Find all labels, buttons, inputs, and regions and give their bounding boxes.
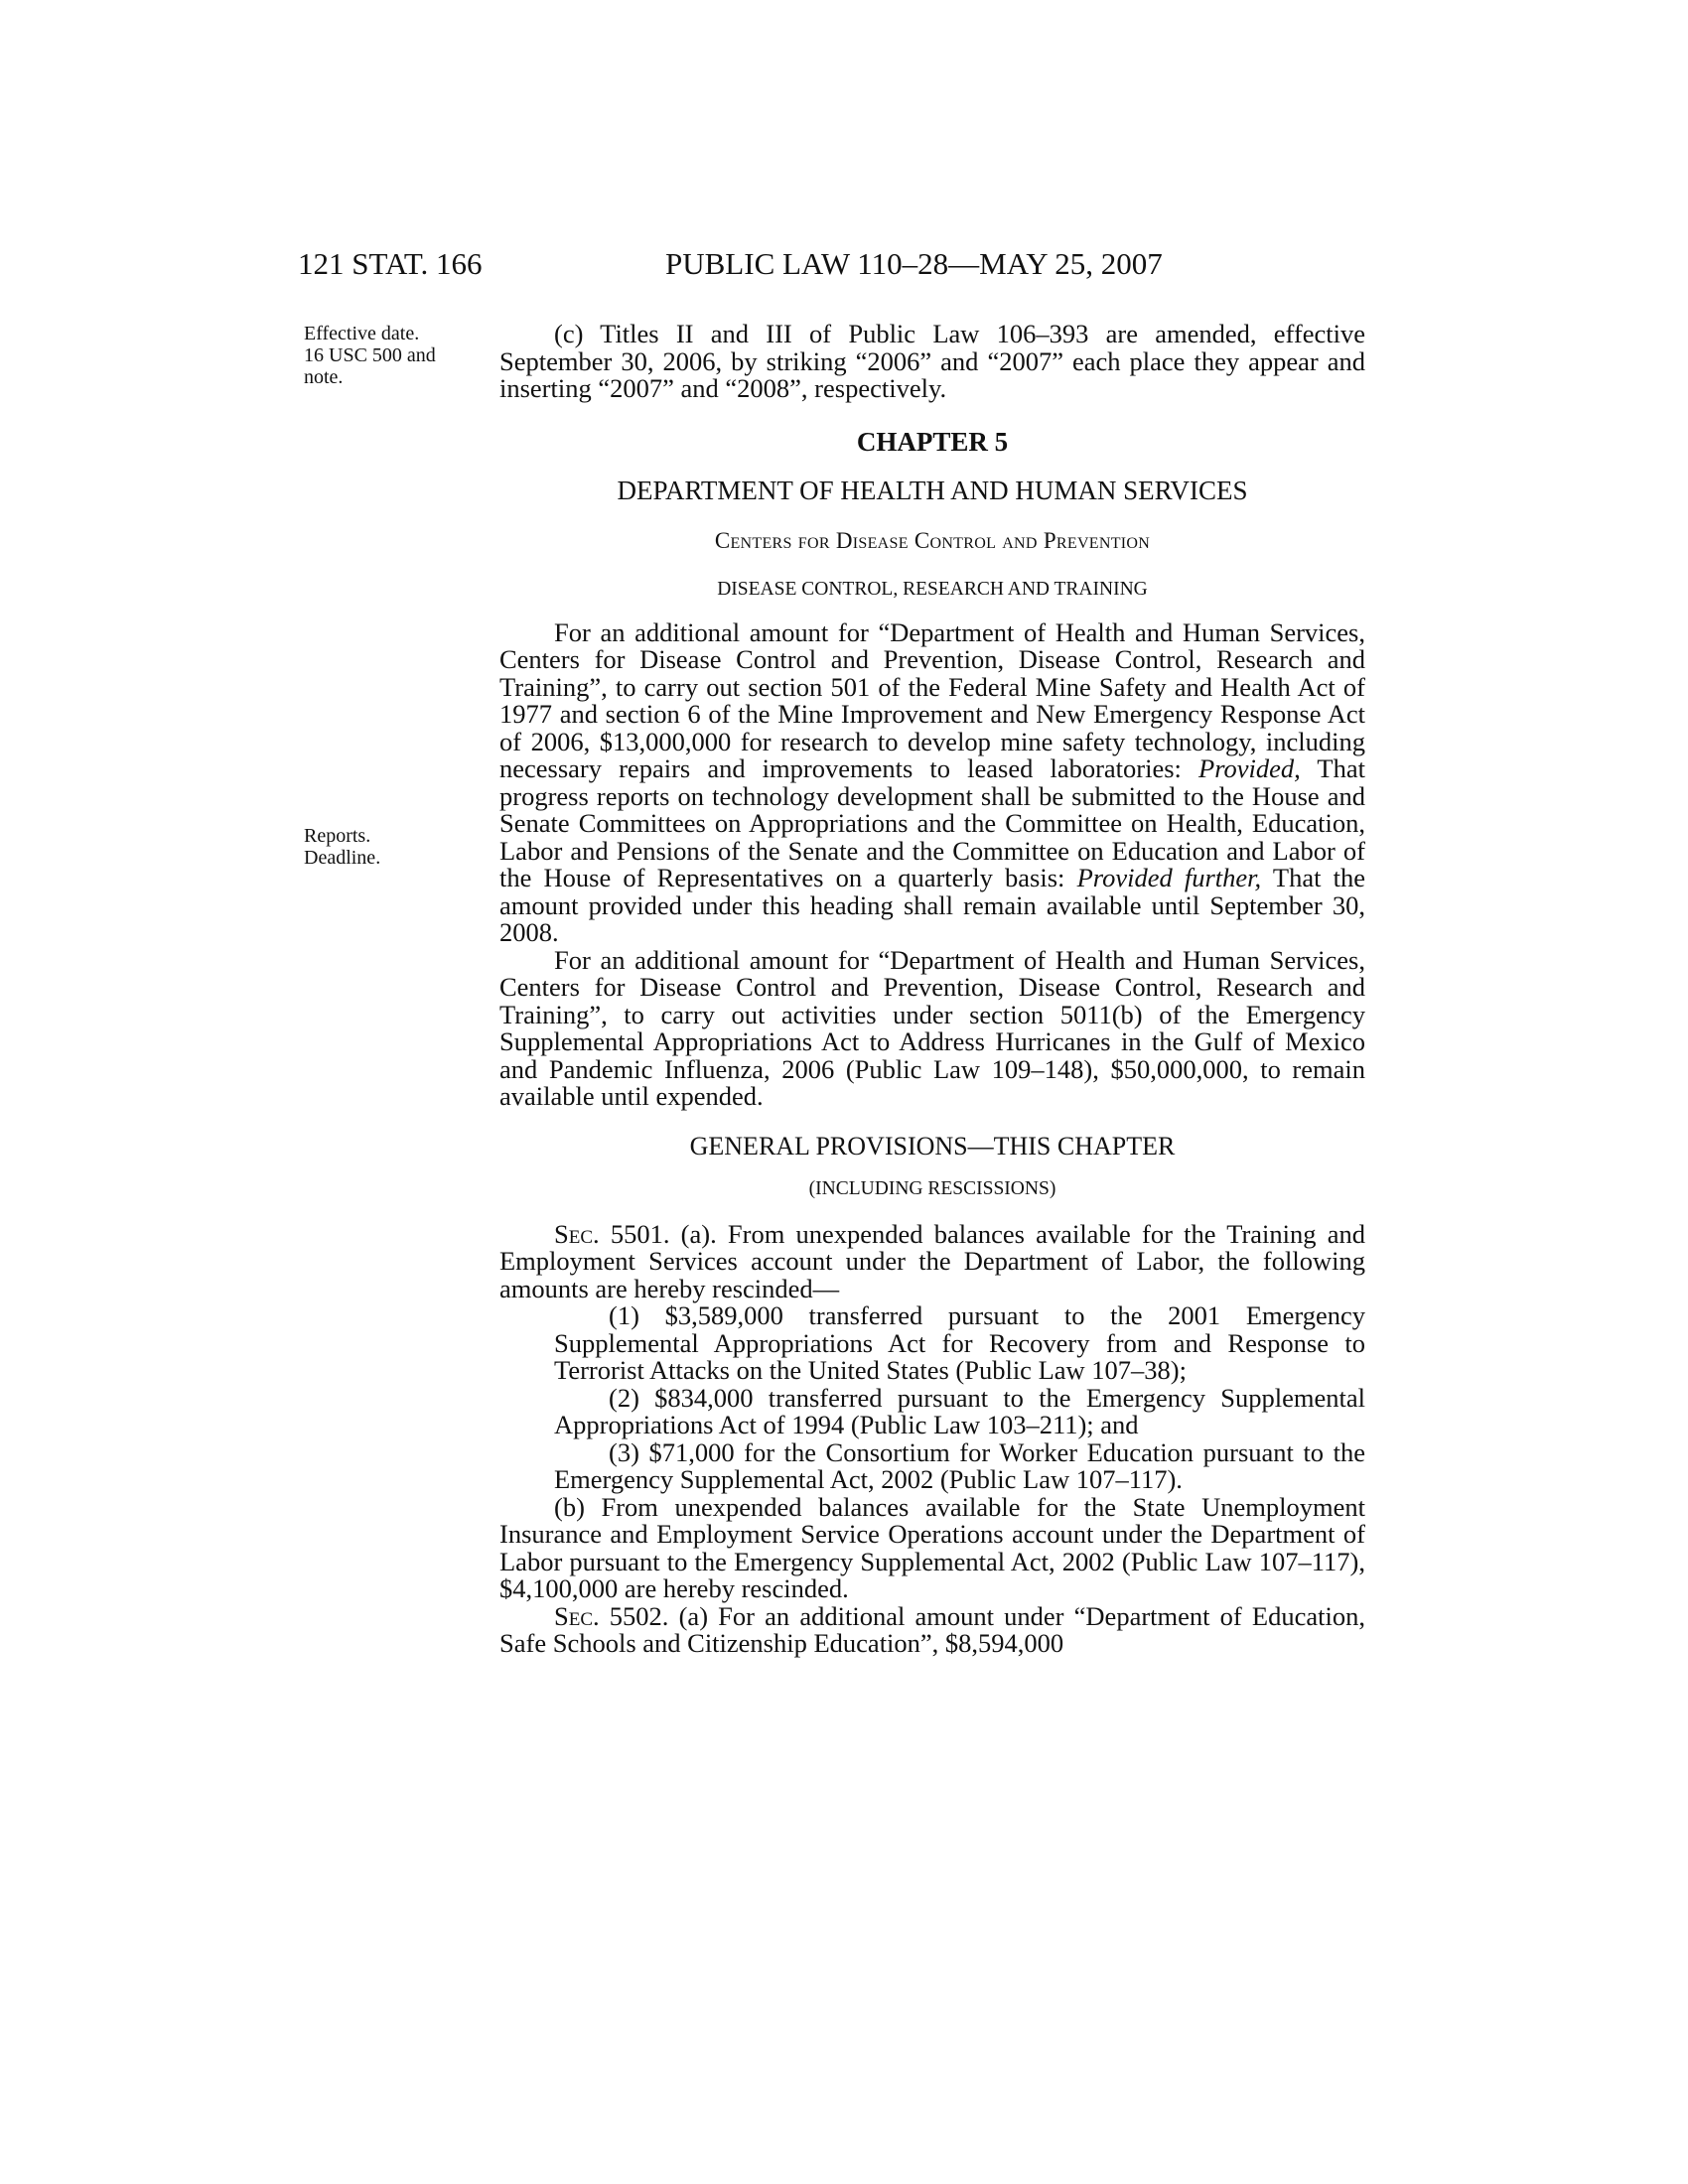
- section-5501: [499, 1218, 1365, 1303]
- margin-note-reports: [304, 825, 473, 869]
- agency-heading: Centers for Disease Control and Prevention: [714, 527, 1151, 553]
- chapter-heading: CHAPTER 5: [856, 426, 1009, 457]
- account-heading: DISEASE CONTROL, RESEARCH AND TRAINING: [717, 579, 1148, 600]
- general-provisions-heading: GENERAL PROVISIONS—THIS CHAPTER: [689, 1131, 1176, 1160]
- provided-proviso: Provided,: [1198, 753, 1301, 783]
- provided-further-proviso: Provided further,: [1076, 863, 1262, 892]
- section-text: (a). From unexpended balances available for the Training and Employment Services account under the Department of Labor, the following amounts are hereby rescinded—: [499, 1218, 1365, 1303]
- including-rescissions-heading: (INCLUDING RESCISSIONS): [808, 1178, 1056, 1199]
- running-header-page-number: 121 STAT. 166: [298, 246, 483, 281]
- paragraph-b: (b) From unexpended balances available for the State Unemployment Insurance and Employment Service Operations account under the Department of Labor pursuant to the Emergency Supplemental Act, 2002 (Public Law 107–117), $4,100,000 are hereby rescinded.: [499, 1491, 1365, 1603]
- section-label: Sec. 5501.: [554, 1218, 670, 1249]
- margin-note-line: 16 USC 500 and: [304, 344, 436, 366]
- section-5502: [499, 1600, 1365, 1658]
- section-text: (a) For an additional amount under “Department of Education, Safe Schools and Citizenship Education”, $8,594,000: [499, 1600, 1365, 1658]
- rescission-item-2: (2) $834,000 transferred pursuant to the Emergency Supplemental Appropriations Act of 1994 (Public Law 103–211); and: [554, 1382, 1365, 1439]
- section-label: Sec. 5502.: [554, 1600, 669, 1631]
- margin-note-line: Deadline.: [304, 847, 381, 869]
- margin-note-effective-date: [304, 323, 473, 388]
- rescission-item-1: (1) $3,589,000 transferred pursuant to the 2001 Emergency Supplemental Appropriations Act for Recovery from and Response to Terrorist Attacks on the United States (Public Law 107–38);: [554, 1300, 1365, 1385]
- paragraph-mine-safety: [499, 616, 1365, 947]
- text-column: [499, 321, 1365, 1658]
- margin-note-line: Reports.: [304, 825, 371, 847]
- paragraph-text: That the amount provided under this heading shall remain available until September 30, 2008.: [499, 863, 1365, 947]
- margin-note-line: note.: [304, 366, 344, 388]
- rescission-item-3: (3) $71,000 for the Consortium for Worker Education pursuant to the Emergency Supplemental Act, 2002 (Public Law 107–117).: [554, 1436, 1365, 1494]
- department-heading: DEPARTMENT OF HEALTH AND HUMAN SERVICES: [617, 476, 1248, 505]
- paragraph-text: That progress reports on technology development shall be submitted to the House and Senate Committees on Appropriations and the Committee on Health, Education, Labor and Pensions of the Senate and the Committee on Education and Labor of the House of Representatives on a quarterly basis:: [499, 753, 1365, 892]
- paragraph-c: (c) Titles II and III of Public Law 106–393 are amended, effective September 30, 2006, by striking “2006” and “2007” each place they appear and inserting “2007” and “2008”, respectively.: [499, 319, 1365, 403]
- paragraph-pandemic: For an additional amount for “Department of Health and Human Services, Centers for Disease Control and Prevention, Disease Control, Research and Training”, to carry out activities under section 5011(b) of the Emergency Supplemental Appropriations Act to Address Hurricanes in the Gulf of Mexico and Pandemic Influenza, 2006 (Public Law 109–148), $50,000,000, to remain available until expended.: [499, 944, 1365, 1111]
- running-header-title: PUBLIC LAW 110–28—MAY 25, 2007: [665, 246, 1163, 281]
- margin-note-line: Effective date.: [304, 323, 420, 344]
- paragraph-text: For an additional amount for “Department of Health and Human Services, Centers for Disease Control and Prevention, Disease Control, Research and Training”, to carry out section 501 of the Federal Mine Safety and Health Act of 1977 and section 6 of the Mine Improvement and New Emergency Response Act of 2006, $13,000,000 for research to develop mine safety technology, including necessary repairs and improvements to leased laboratories:: [499, 616, 1365, 783]
